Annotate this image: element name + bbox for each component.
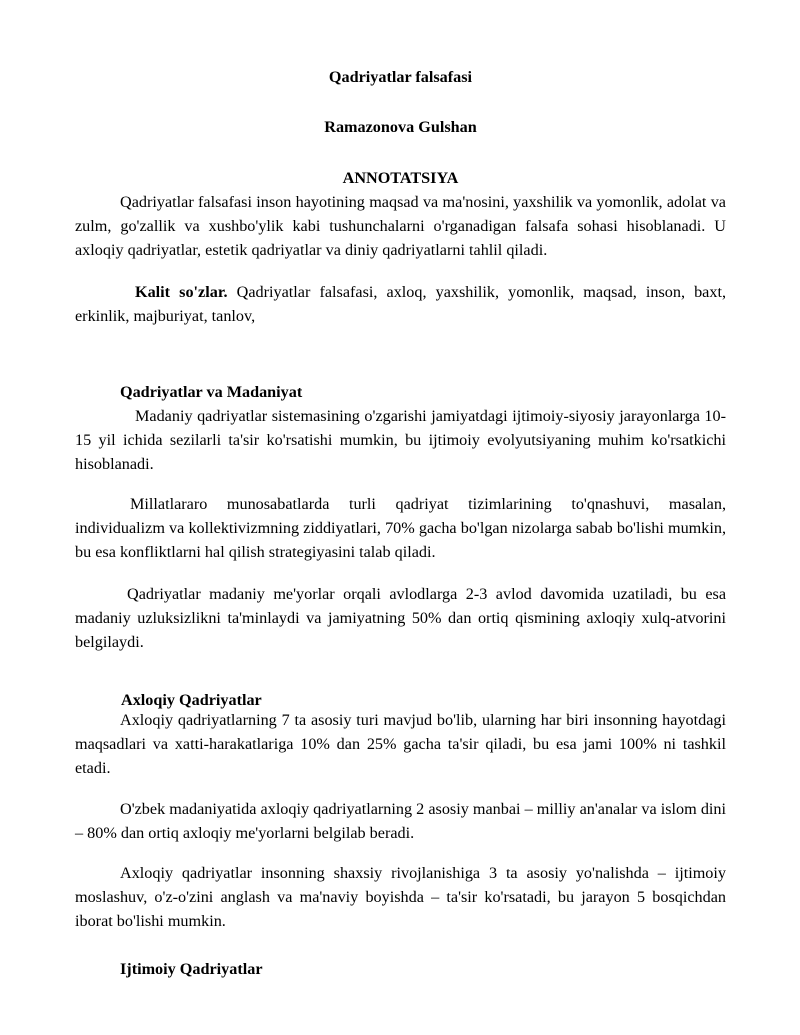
document-title: Qadriyatlar falsafasi — [328, 68, 473, 86]
keywords-paragraph — [75, 280, 726, 328]
annotation-paragraph: Qadriyatlar falsafasi inson hayotining maqsad va ma'nosini, yaxshilik va yomonlik, adolat va zulm, go'zallik va xushbo'ylik kabi tushunchalarni o'rganadigan falsafa sohasi hisoblanadi. U axloqiy qadriyatlar, estetik qadriyatlar va diniy qadriyatlarni tahlil qiladi. — [75, 193, 726, 259]
annotation-heading: ANNOTATSIYA — [342, 169, 459, 187]
paragraph-axloqiy-1: Axloqiy qadriyatlarning 7 ta asosiy turi mavjud bo'lib, ularning har biri insonning hayotdagi maqsadlari va xatti-harakatlariga 10% dan 25% gacha ta'sir qiladi, bu esa jami 100% ni tashkil etadi. — [75, 711, 726, 777]
paragraph-axloqiy-3: Axloqiy qadriyatlar insonning shaxsiy rivojlanishiga 3 ta asosiy yo'nalishda – ijtimoiy moslashuv, o'z-o'zini anglash va ma'naviy boyishda – ta'sir ko'rsatadi, bu jarayon 5 bosqichdan iborat bo'lishi mumkin. — [75, 864, 726, 930]
section-heading-axloqiy: Axloqiy Qadriyatlar — [121, 691, 262, 709]
section-heading-madaniyat: Qadriyatlar va Madaniyat — [120, 383, 303, 401]
keywords-label: Kalit so'zlar. — [135, 283, 228, 301]
paragraph-axloqiy-2: O'zbek madaniyatida axloqiy qadriyatlarning 2 asosiy manbai – milliy an'analar va islom dini – 80% dan ortiq axloqiy me'yorlarni belgilab beradi. — [75, 800, 726, 842]
section-heading-ijtimoiy: Ijtimoiy Qadriyatlar — [120, 960, 263, 978]
paragraph-madaniyat-2: Millatlararo munosabatlarda turli qadriyat tizimlarining to'qnashuvi, masalan, individualizm va kollektivizmning ziddiyatlari, 70% gacha bo'lgan nizolarga sabab bo'lishi mumkin, bu esa konfliktlarni hal qilish strategiyasini talab qiladi. — [75, 495, 726, 561]
paragraph-madaniyat-3: Qadriyatlar madaniy me'yorlar orqali avlodlarga 2-3 avlod davomida uzatiladi, bu esa madaniy uzluksizlikni ta'minlaydi va jamiyatning 50% dan ortiq qismining axloqiy xulq-atvorini belgilaydi. — [75, 585, 726, 651]
paragraph-madaniyat-1: Madaniy qadriyatlar sistemasining o'zgarishi jamiyatdagi ijtimoiy-siyosiy jarayonlarga 10-15 yil ichida sezilarli ta'sir ko'rsatishi mumkin, bu ijtimoiy evolyutsiyaning muhim ko'rsatkichi hisoblanadi. — [75, 407, 726, 473]
keywords-text: Qadriyatlar falsafasi, axloq, yaxshilik, yomonlik, maqsad, inson, baxt, erkinlik, majburiyat, tanlov, — [75, 283, 727, 325]
author-name: Ramazonova Gulshan — [324, 118, 477, 136]
